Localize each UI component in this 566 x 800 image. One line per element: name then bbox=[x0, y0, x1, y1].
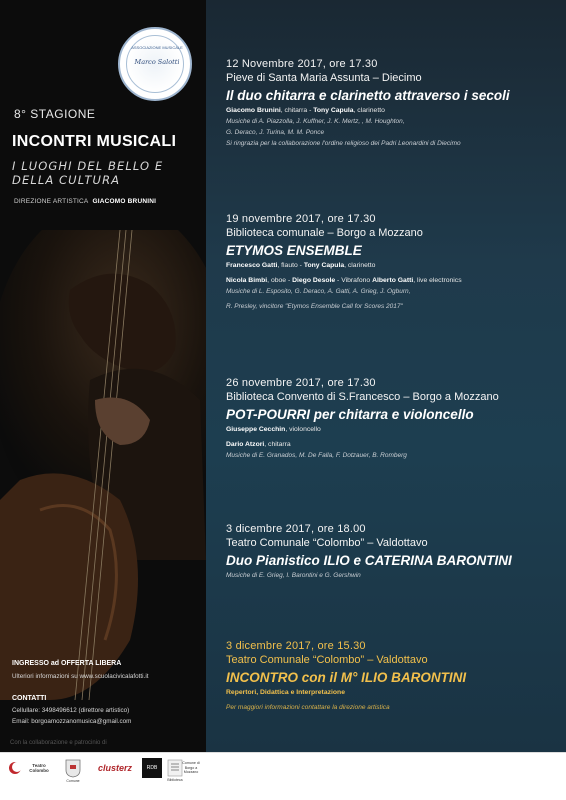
logo-name: Marco Salotti bbox=[134, 58, 180, 66]
association-logo bbox=[118, 27, 192, 101]
event-place: Teatro Comunale “Colombo” – Valdottavo bbox=[226, 654, 428, 666]
performer-name: Tony Capula bbox=[303, 262, 345, 269]
sponsor-teatro-colombo: Teatro Colombo bbox=[29, 763, 49, 773]
event-title: ETYMOS ENSEMBLE bbox=[226, 243, 362, 258]
phone-contact: Cellullare: 3498496612 (direttore artistico) bbox=[12, 707, 130, 714]
event-music: G. Deraco, J. Turina, M. M. Ponce bbox=[226, 129, 325, 136]
email-contact: Email: borgoamozzanomusica@gmail.com bbox=[12, 718, 132, 725]
event-subtitle: Repertori, Didattica e Interpretazione bbox=[226, 689, 345, 696]
sponsor-comune-label: Comune bbox=[66, 779, 80, 783]
direction-name: GIACOMO BRUNINI bbox=[92, 198, 157, 205]
event-date: 19 novembre 2017, ore 17.30 bbox=[226, 213, 376, 225]
contacts-heading: CONTATTI bbox=[12, 695, 47, 702]
free-entry: INGRESSO ad OFFERTA LIBERA bbox=[12, 660, 122, 667]
event-note: Per maggiori informazioni contattare la direzione artistica bbox=[226, 704, 390, 711]
collaboration-label: Con la collaborazione e patrocinio di bbox=[10, 740, 107, 746]
sponsor-borgo-a-mozzano: Comune di Borgo a Mozzano bbox=[182, 761, 200, 775]
event-title: Duo Pianistico ILIO e CATERINA BARONTINI bbox=[226, 553, 512, 568]
event-2 bbox=[226, 212, 560, 312]
event-date: 26 novembre 2017, ore 17.30 bbox=[226, 377, 376, 389]
event-date: 3 dicembre 2017, ore 15.30 bbox=[226, 640, 366, 652]
performer-role: , chitarra - bbox=[280, 107, 314, 114]
logo-ring-text: ASSOCIAZIONE MUSICALE bbox=[131, 45, 183, 50]
performer-name: Tony Capula bbox=[313, 107, 354, 114]
event-performers bbox=[226, 275, 560, 286]
performer-name: Giuseppe Cecchin bbox=[226, 426, 286, 433]
performer-role: , clarinetto bbox=[353, 107, 385, 114]
cellist-photo bbox=[0, 230, 206, 700]
event-date: 12 Novembre 2017, ore 17.30 bbox=[226, 58, 378, 70]
event-5 bbox=[226, 639, 560, 713]
event-title: Il duo chitarra e clarinetto attraverso i secoli bbox=[226, 88, 510, 103]
performer-name: Diego Desole bbox=[292, 277, 336, 284]
info-website: Ulteriori informazioni su www.scuolacivicalafotti.it bbox=[12, 673, 149, 680]
event-place: Biblioteca comunale – Borgo a Mozzano bbox=[226, 227, 423, 239]
event-music: Musiche di E. Granados, M. De Falla, F. Dotzauer, B. Romberg bbox=[226, 452, 407, 459]
performer-role: , live electronics bbox=[413, 277, 462, 284]
sponsor-biblioteca-label: Biblioteca bbox=[167, 778, 183, 782]
series-subtitle: I LUOGHI DEL BELLO E DELLA CULTURA bbox=[12, 159, 164, 187]
event-music: Musiche di A. Piazzolla, J. Kuffner, J. K. Mertz, , M. Houghton, bbox=[226, 118, 405, 125]
sponsor-clusterz: clusterz bbox=[97, 763, 132, 773]
event-1 bbox=[226, 57, 560, 149]
sponsor-comune bbox=[62, 758, 84, 783]
event-place: Biblioteca Convento di S.Francesco – Borgo a Mozzano bbox=[226, 391, 499, 403]
left-panel bbox=[0, 0, 206, 752]
performer-role: , oboe - bbox=[267, 277, 293, 284]
event-thanks: Si ringrazia per la collaborazione l'ordine religioso dei Padri Leonardini di Diecimo bbox=[226, 140, 461, 147]
artistic-direction bbox=[14, 198, 156, 205]
series-title: INCONTRI MUSICALI bbox=[12, 133, 177, 150]
event-place: Pieve di Santa Maria Assunta – Diecimo bbox=[226, 72, 422, 84]
event-music: R. Presley, vincitore "Etymos Ensemble Call for Scores 2017" bbox=[226, 303, 403, 310]
performer-role: , chitarra bbox=[264, 441, 291, 448]
sponsor-rdb: RDB bbox=[142, 758, 162, 778]
event-music: Musiche di E. Grieg, I. Barontini e G. Gershwin bbox=[226, 572, 361, 579]
red-crescent-icon bbox=[8, 758, 22, 778]
performer-role: , flauto - bbox=[277, 262, 304, 269]
performer-role: - Vibrafono bbox=[335, 277, 373, 284]
event-title: POT-POURRI per chitarra e violoncello bbox=[226, 407, 474, 422]
sponsor-footer bbox=[0, 752, 566, 800]
event-performers bbox=[226, 105, 560, 116]
event-performers bbox=[226, 439, 560, 450]
event-place: Teatro Comunale “Colombo” – Valdottavo bbox=[226, 537, 428, 549]
direction-label: DIREZIONE ARTISTICA bbox=[14, 198, 89, 205]
event-date: 3 dicembre 2017, ore 18.00 bbox=[226, 523, 366, 535]
performer-role: , clarinetto bbox=[344, 262, 376, 269]
event-4 bbox=[226, 522, 560, 581]
event-performers bbox=[226, 260, 560, 271]
event-performers bbox=[226, 424, 560, 435]
performer-name: Nicola Bimbi bbox=[226, 277, 268, 284]
event-title: INCONTRO con il M° ILIO BARONTINI bbox=[226, 670, 467, 685]
event-music: Musiche di L. Esposito, G. Deraco, A. Gatti, A. Grieg, J. Ogburn, bbox=[226, 288, 411, 295]
performer-name: Giacomo Brunini bbox=[226, 107, 281, 114]
performer-name: Alberto Gatti bbox=[372, 277, 414, 284]
season-label: 8° STAGIONE bbox=[14, 107, 96, 121]
performer-name: Francesco Gatti bbox=[226, 262, 278, 269]
event-3 bbox=[226, 376, 560, 461]
performer-role: , violoncello bbox=[285, 426, 321, 433]
performer-name: Dario Atzori bbox=[226, 441, 265, 448]
